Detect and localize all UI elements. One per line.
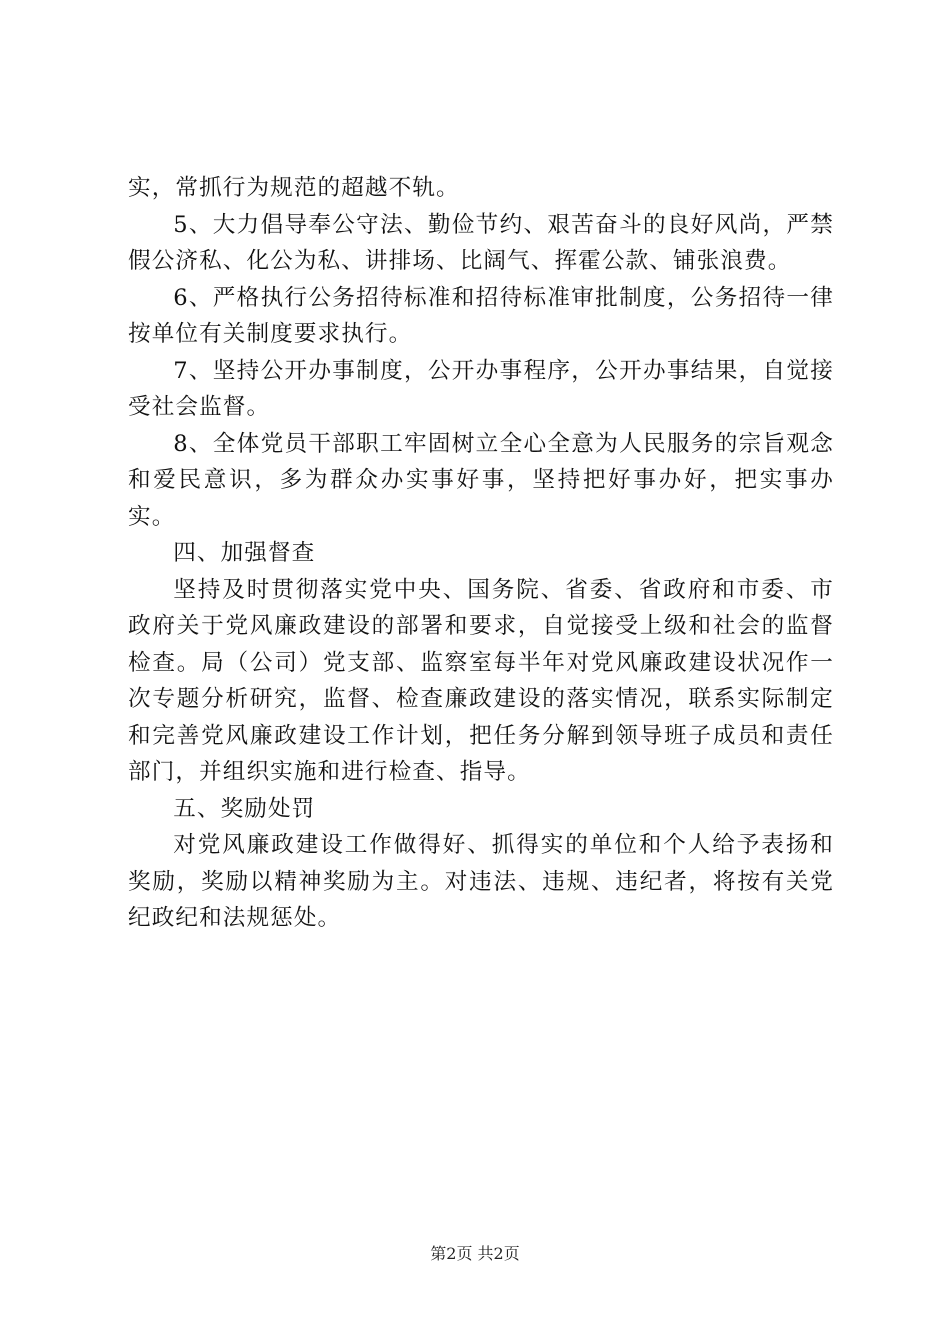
- paragraph-item-6: 6、严格执行公务招待标准和招待标准审批制度，公务招待一律按单位有关制度要求执行。: [128, 284, 834, 347]
- document-body: [128, 170, 834, 937]
- paragraph-rewards: 对党风廉政建设工作做得好、抓得实的单位和个人给予表扬和奖励，奖励以精神奖励为主。对违法、违规、违纪者，将按有关党纪政纪和法规惩处。: [128, 832, 834, 931]
- paragraph-item-5: 5、大力倡导奉公守法、勤俭节约、艰苦奋斗的良好风尚，严禁假公济私、化公为私、讲排场、比阔气、挥霍公款、铺张浪费。: [128, 211, 834, 274]
- paragraph-item-7: 7、坚持公开办事制度，公开办事程序，公开办事结果，自觉接受社会监督。: [128, 357, 834, 420]
- paragraph-item-8: 8、全体党员干部职工牢固树立全心全意为人民服务的宗旨观念和爱民意识，多为群众办实事好事，坚持把好事办好，把实事办实。: [128, 430, 834, 530]
- paragraph-continuation: 实，常抓行为规范的超越不轨。: [128, 175, 460, 201]
- section-heading-supervision: 四、加强督查: [173, 540, 316, 566]
- paragraph-supervision: 坚持及时贯彻落实党中央、国务院、省委、省政府和市委、市政府关于党风廉政建设的部署和要求，自觉接受上级和社会的监督检查。局（公司）党支部、监察室每半年对党风廉政建设状况作一次专题分析研究，监督、检查廉政建设的落实情况，联系实际制定和完善党风廉政建设工作计划，把任务分解到领导班子成员和责任部门，并组织实施和进行检查、指导。: [128, 576, 834, 785]
- page-number-footer: 第2页 共2页: [430, 1244, 520, 1263]
- section-heading-rewards: 五、奖励处罚: [173, 795, 316, 822]
